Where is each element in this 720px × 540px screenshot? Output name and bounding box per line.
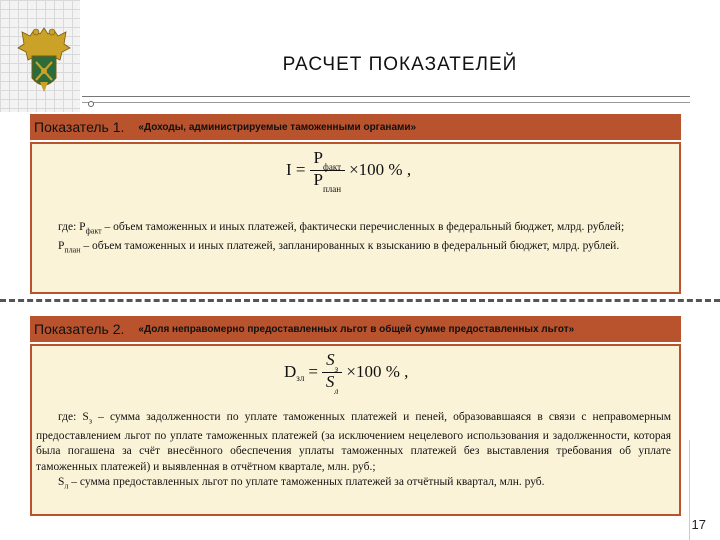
definition-text: S	[58, 476, 65, 489]
indicator-2-label: Показатель 2.	[34, 321, 125, 337]
formula-denominator-sub: л	[334, 385, 339, 396]
formula-lhs: I =	[286, 160, 306, 180]
indicator-2-box	[30, 344, 681, 516]
definition-text: – сумма задолженности по уплате таможенных платежей и пеней, образовавшаяся в связи с неправомерным предоставлением льгот по уплате таможенных платежей (за исключением нецелевого использования и задолженности, которая была погашена за счёт внесённого обеспечения уплаты таможенных платежей без выставления требования об уплате таможенных платежей) и выявленная в отчётном квартале, млн. руб.;	[36, 411, 671, 473]
formula-numerator: P	[313, 148, 324, 167]
definition-text: где: P	[58, 221, 86, 233]
definition-text: где: S	[58, 411, 89, 423]
formula-lhs-sub: зл	[296, 373, 305, 384]
formula-fraction	[310, 148, 346, 194]
indicator-1-formula	[286, 148, 412, 194]
formula-denominator-sub: план	[322, 183, 342, 194]
formula-fraction	[322, 350, 342, 396]
indicator-1-definitions	[36, 220, 671, 258]
indicator-2-formula	[284, 350, 409, 396]
indicator-1-header	[30, 114, 681, 140]
definition-text: P	[58, 239, 65, 252]
header-rule-secondary	[82, 102, 690, 103]
bullet-dot	[88, 101, 94, 107]
header-rule	[82, 96, 690, 97]
page-title: РАСЧЕТ ПОКАЗАТЕЛЕЙ	[282, 54, 518, 75]
formula-eq: =	[308, 362, 318, 382]
formula-tail: ×100 % ,	[349, 160, 412, 180]
formula-numerator: S	[326, 350, 335, 369]
definition-sub: з	[88, 416, 92, 426]
indicator-2-header	[30, 316, 681, 342]
formula-lhs: D	[284, 362, 297, 382]
definition-sub: факт	[85, 226, 102, 236]
section-divider	[0, 299, 720, 302]
indicator-1-box	[30, 142, 681, 294]
definition-sub: план	[64, 245, 81, 255]
formula-numerator-sub: факт	[323, 162, 342, 172]
indicator-1-description: «Доходы, администрируемые таможенными органами»	[138, 121, 417, 133]
indicator-2-definitions	[36, 410, 671, 494]
definition-text: – объем таможенных и иных платежей, запланированных к взысканию в федеральный бюджет, млрд. рублей.	[80, 239, 620, 252]
definition-text: – объем таможенных и иных платежей, фактически перечисленных в федеральный бюджет, млрд. рублей;	[101, 221, 625, 233]
formula-numerator-sub: з	[334, 364, 339, 374]
definition-sub: л	[64, 481, 69, 491]
customs-emblem-icon	[14, 22, 74, 100]
formula-denominator: P	[313, 169, 323, 189]
formula-denominator: S	[325, 371, 335, 391]
indicator-1-label: Показатель 1.	[34, 119, 125, 135]
definition-text: – сумма предоставленных льгот по уплате таможенных платежей за отчётный квартал, млн. руб.	[68, 476, 545, 489]
indicator-2-description: «Доля неправомерно предоставленных льгот в общей сумме предоставленных льгот»	[138, 323, 575, 335]
page-number: 17	[691, 517, 706, 532]
formula-tail: ×100 % ,	[346, 362, 409, 382]
